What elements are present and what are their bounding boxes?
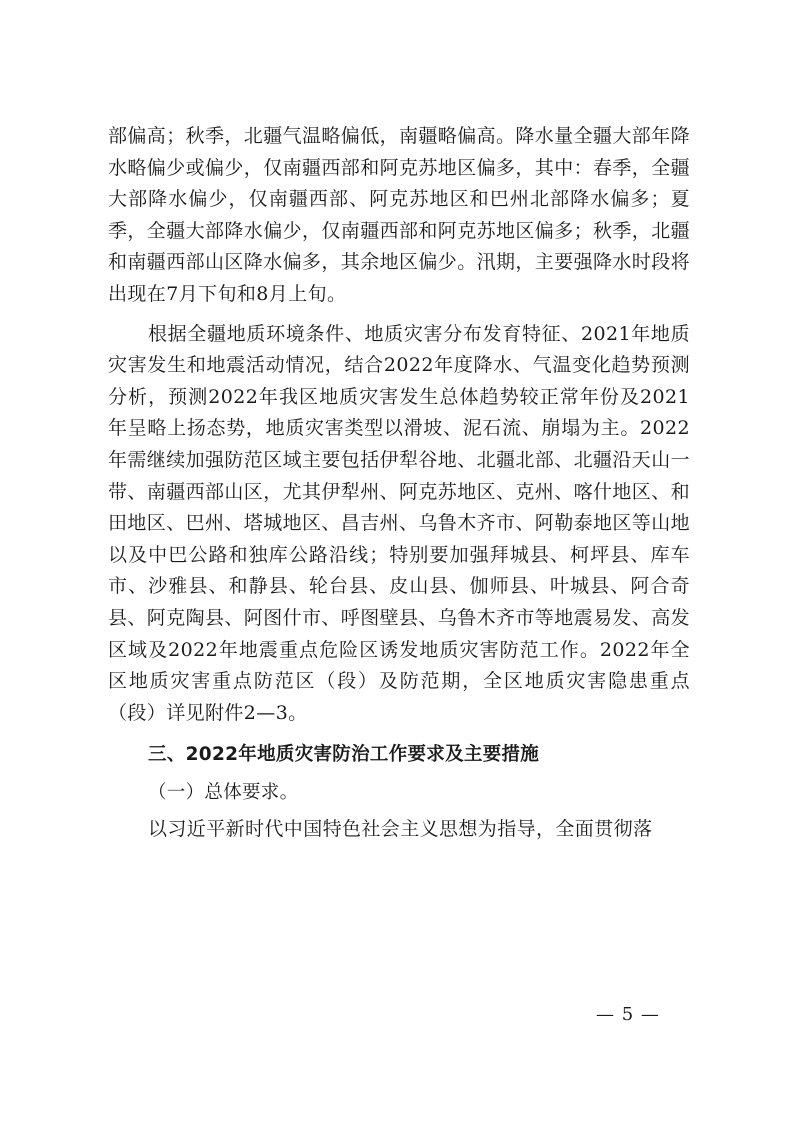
- subsection-heading: （一）总体要求。: [148, 781, 299, 803]
- page-number: — 5 —: [596, 1004, 660, 1025]
- paragraph-climate-forecast: 部偏高；秋季，北疆气温略偏低，南疆略偏高。降水量全疆大部年降水略偏少或偏少，仅南疆西部和阿克苏地区偏多，其中：春季，全疆大部降水偏少，仅南疆西部、阿克苏地区和巴州北部降水偏多；夏季，全疆大部降水偏少，仅南疆西部和阿克苏地区偏多；秋季，北疆和南疆西部山区降水偏多，其余地区偏少。汛期，主要强降水时段将出现在7月下旬和8月上旬。: [108, 125, 691, 305]
- paragraph-general-requirements: 以习近平新时代中国特色社会主义思想为指导，全面贯彻落: [148, 818, 653, 841]
- section-heading: 三、2022年地质灾害防治工作要求及主要措施: [148, 744, 540, 766]
- document-body: [108, 121, 690, 846]
- paragraph-hazard-forecast: 根据全疆地质环境条件、地质灾害分布发育特征、2021年地质灾害发生和地震活动情况，结合2022年度降水、气温变化趋势预测分析，预测2022年我区地质灾害发生总体趋势较正常年份及2021年呈略上扬态势，地质灾害类型以滑坡、泥石流、崩塌为主。2022年需继续加强防范区域主要包括伊犁谷地、北疆北部、北疆沿天山一带、南疆西部山区，尤其伊犁州、阿克苏地区、克州、喀什地区、和田地区、巴州、塔城地区、昌吉州、乌鲁木齐市、阿勒泰地区等山地以及中巴公路和独库公路沿线；特别要加强拜城县、柯坪县、库车市、沙雅县、和静县、轮台县、皮山县、伽师县、叶城县、阿合奇县、阿克陶县、阿图什市、呼图壁县、乌鲁木齐市等地震易发、高发区域及2022年地震重点危险区诱发地质灾害防范工作。2022年全区地质灾害重点防范区（段）及防范期，全区地质灾害隐患重点（段）详见附件2—3。: [108, 322, 691, 724]
